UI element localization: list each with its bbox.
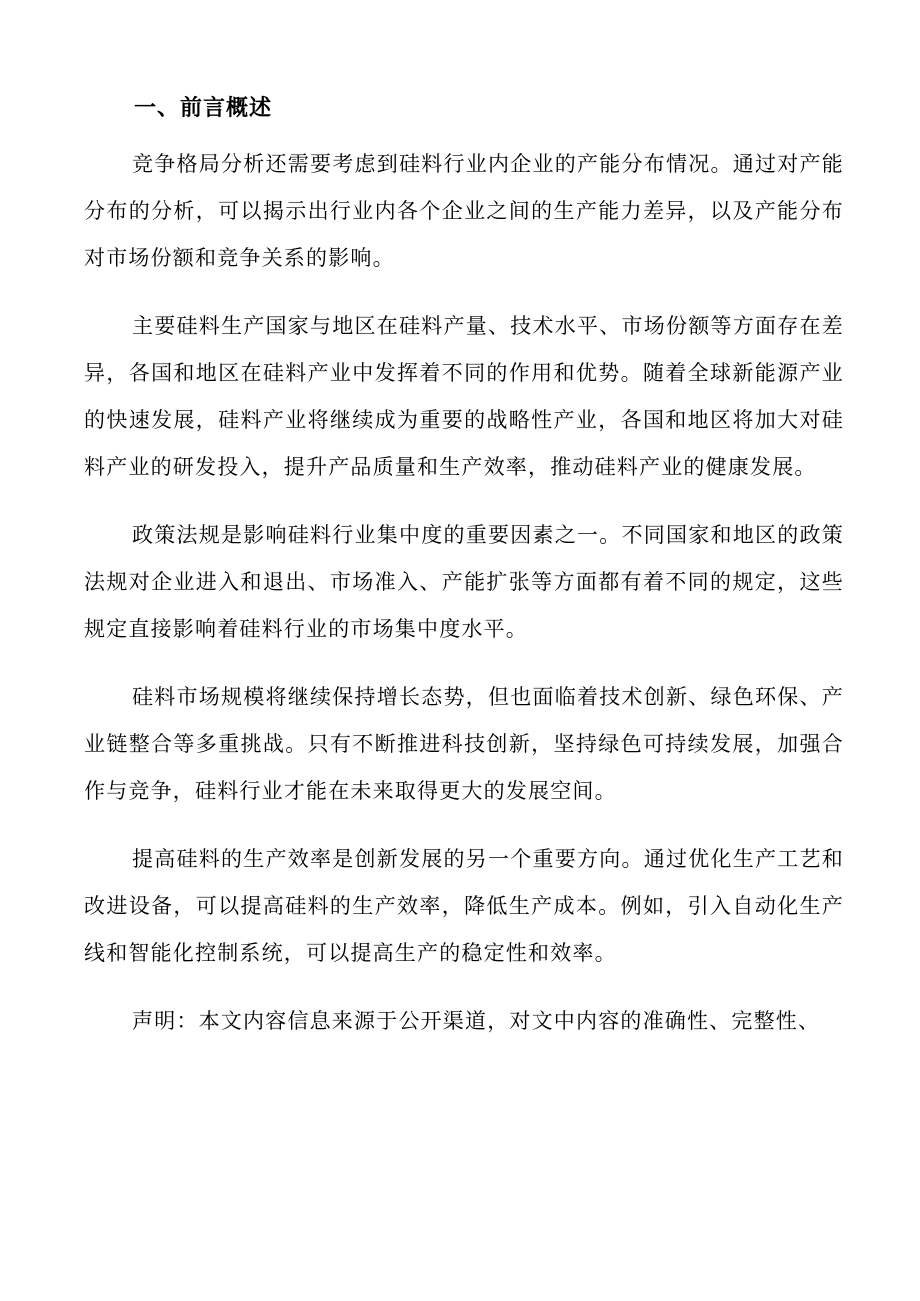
paragraph-disclaimer: 声明：本文内容信息来源于公开渠道，对文中内容的准确性、完整性、	[132, 1009, 821, 1033]
paragraph-producing-regions: 主要硅料生产国家与地区在硅料产量、技术水平、市场份额等方面存在差异，各国和地区在硅料产业中发挥着不同的作用和优势。随着全球新能源产业的快速发展，硅料产业将继续成为重要的战略性产业，各国和地区将加大对硅料产业的研发投入，提升产品质量和生产效率，推动硅料产业的健康发展。	[84, 314, 844, 479]
paragraph-production-efficiency: 提高硅料的生产效率是创新发展的另一个重要方向。通过优化生产工艺和改进设备，可以提高硅料的生产效率，降低生产成本。例如，引入自动化生产线和智能化控制系统，可以提高生产的稳定性和效率。	[84, 847, 844, 965]
paragraph-market-outlook: 硅料市场规模将继续保持增长态势，但也面临着技术创新、绿色环保、产业链整合等多重挑战。只有不断推进科技创新，坚持绿色可持续发展，加强合作与竞争，硅料行业才能在未来取得更大的发展空间。	[84, 685, 844, 803]
document-body	[84, 88, 844, 1045]
section-heading: 一、前言概述	[134, 95, 273, 121]
paragraph-policy-regulation: 政策法规是影响硅料行业集中度的重要因素之一。不同国家和地区的政策法规对企业进入和退出、市场准入、产能扩张等方面都有着不同的规定，这些规定直接影响着硅料行业的市场集中度水平。	[84, 523, 844, 641]
paragraph-capacity-distribution: 竞争格局分析还需要考虑到硅料行业内企业的产能分布情况。通过对产能分布的分析，可以揭示出行业内各个企业之间的生产能力差异，以及产能分布对市场份额和竞争关系的影响。	[84, 152, 844, 270]
